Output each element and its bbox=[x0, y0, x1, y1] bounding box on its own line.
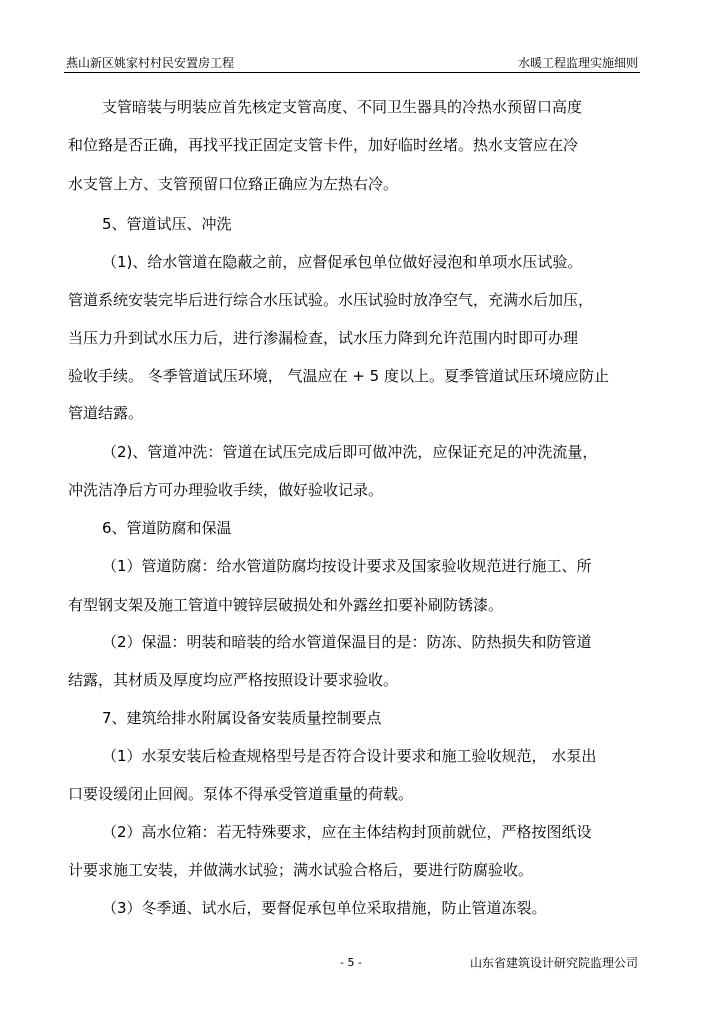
paragraph-line: 支管暗装与明装应首先核定支管高度、不同卫生器具的冷热水预留口高度 bbox=[102, 98, 583, 116]
organization-name: 山东省建筑设计研究院监理公司 bbox=[469, 956, 638, 970]
paragraph-line: 验收手续。 冬季管道试压环境， 气温应在 + 5 度以上。夏季管道试压环境应防止 bbox=[68, 367, 609, 385]
paragraph-line: 冲洗洁净后方可办理验收手续，做好验收记录。 bbox=[68, 481, 384, 499]
section-heading: 7、建筑给排水附属设备安装质量控制要点 bbox=[102, 709, 382, 727]
paragraph-line: （3）冬季通、试水后，要督促承包单位采取措施，防止管道冻裂。 bbox=[102, 899, 547, 917]
paragraph-line: 有型钢支架及施工管道中镀锌层破损处和外露丝扣要补刷防锈漆。 bbox=[68, 596, 504, 614]
page-number: - 5 - bbox=[340, 956, 362, 969]
paragraph-line: （1)、给水管道在隐蔽之前，应督促承包单位做好浸泡和单项水压试验。 bbox=[102, 253, 583, 271]
paragraph-line: 水支管上方、支管预留口位臵正确应为左热右冷。 bbox=[68, 175, 399, 193]
paragraph-line: （2）高水位箱：若无特殊要求，应在主体结构封顶前就位，严格按图纸设 bbox=[102, 823, 592, 841]
paragraph-line: 和位臵是否正确，再找平找正固定支管卡件，加好临时丝堵。热水支管应在冷 bbox=[68, 136, 579, 154]
paragraph-line: 结露，其材质及厚度均应严格按照设计要求验收。 bbox=[68, 671, 399, 689]
paragraph-line: 当压力升到试水压力后，进行渗漏检查，试水压力降到允许范围内时即可办理 bbox=[68, 329, 579, 347]
paragraph-line: 口要设缓闭止回阀。泵体不得承受管道重量的荷载。 bbox=[68, 785, 414, 803]
paragraph-line: （1）管道防腐：给水管道防腐均按设计要求及国家验收规范进行施工、所 bbox=[102, 557, 592, 575]
paragraph-line: 管道系统安装完毕后进行综合水压试验。水压试验时放净空气，充满水后加压， bbox=[68, 291, 594, 309]
document-title: 水暖工程监理实施细则 bbox=[517, 56, 638, 70]
paragraph-line: 计要求施工安装，并做满水试验；满水试验合格后，要进行防腐验收。 bbox=[68, 861, 534, 879]
paragraph-line: （2）保温：明装和暗装的给水管道保温目的是：防冻、防热损失和防管道 bbox=[102, 633, 592, 651]
section-heading: 6、管道防腐和保温 bbox=[102, 519, 232, 537]
paragraph-line: （1）水泵安装后检查规格型号是否符合设计要求和施工验收规范， 水泵出 bbox=[102, 747, 597, 765]
paragraph-line: （2)、管道冲洗：管道在试压完成后即可做冲洗，应保证充足的冲洗流量， bbox=[102, 443, 598, 461]
paragraph-line: 管道结露。 bbox=[68, 404, 144, 422]
project-title: 燕山新区姚家村村民安置房工程 bbox=[66, 56, 235, 70]
section-heading: 5、管道试压、冲洗 bbox=[102, 215, 232, 233]
